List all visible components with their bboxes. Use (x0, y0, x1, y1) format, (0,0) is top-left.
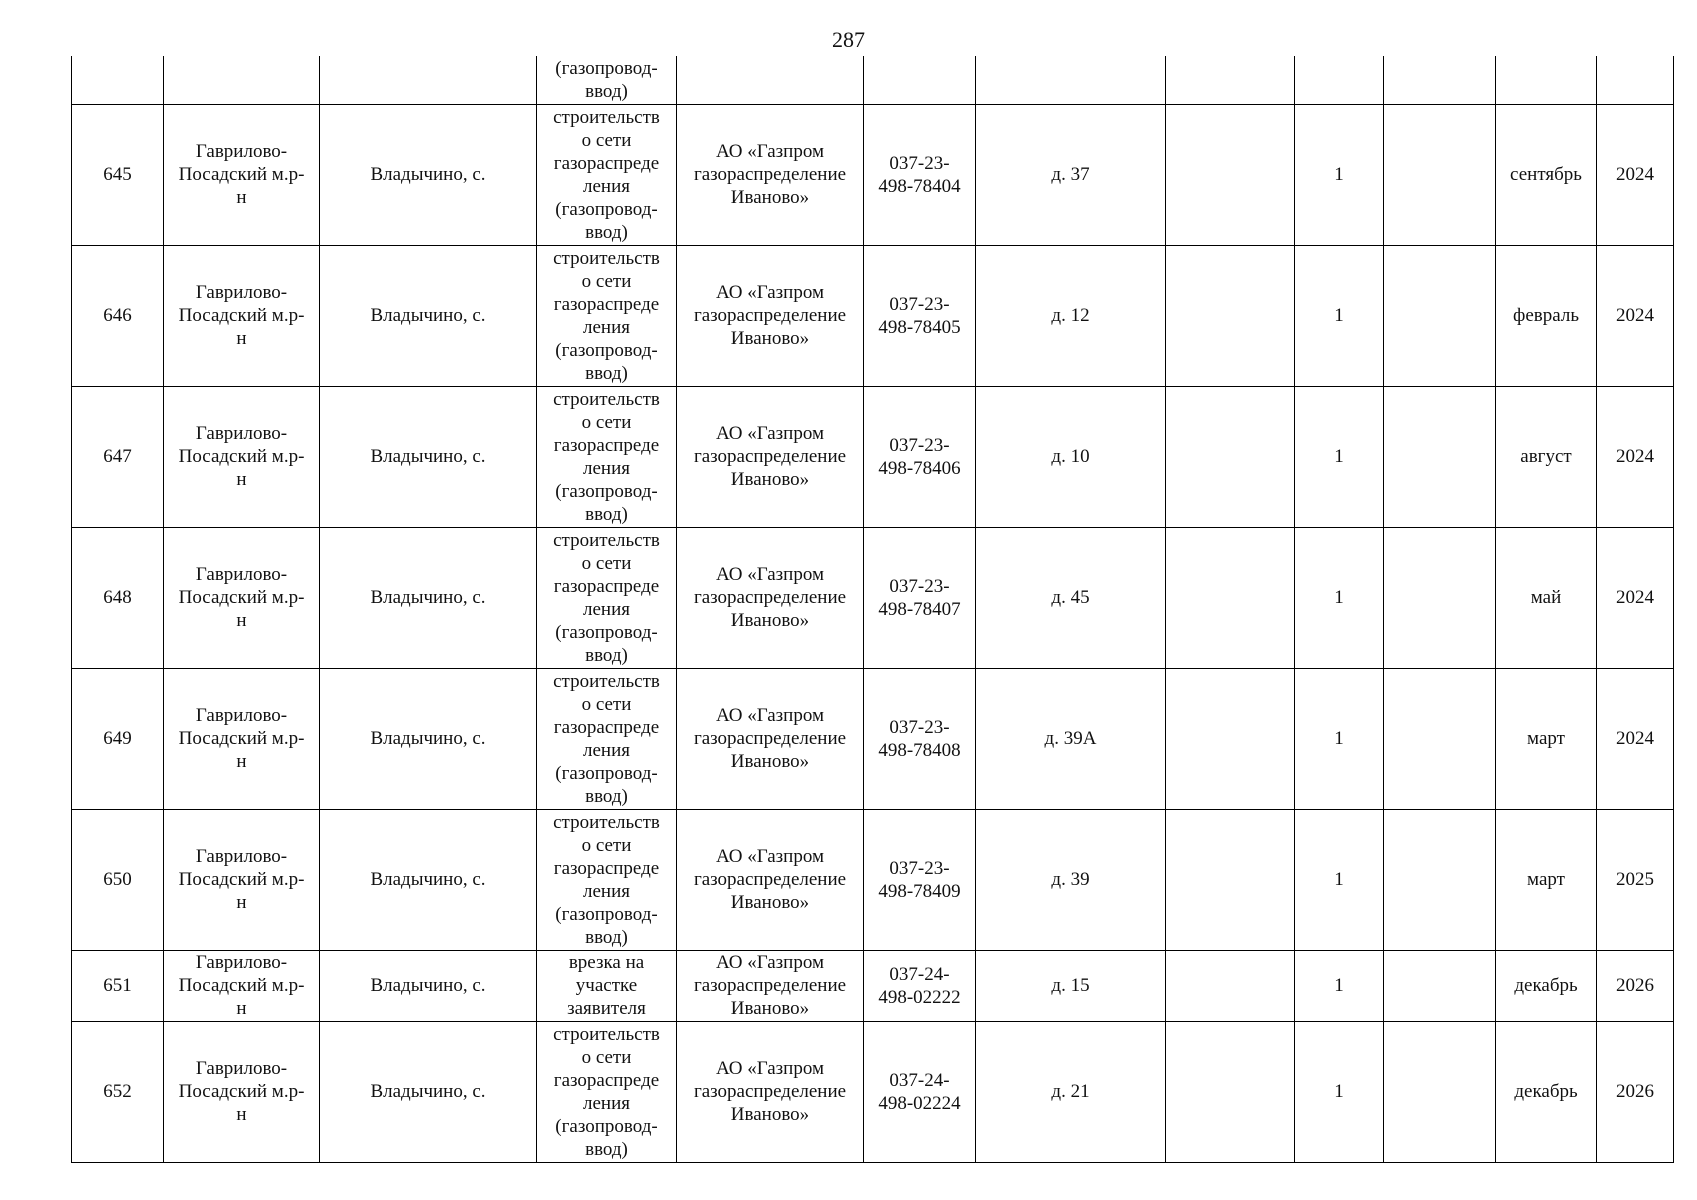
cell-work-type: строительств о сети газораспреде ления (газопровод- ввод) (537, 245, 677, 386)
cell-number (72, 56, 164, 104)
cell-address: д. 10 (976, 386, 1166, 527)
cell-empty-col10 (1384, 56, 1496, 104)
cell-settlement: Владычино, с. (320, 527, 537, 668)
cell-year: 2024 (1597, 527, 1674, 668)
cell-empty-col8 (1166, 104, 1295, 245)
cell-number: 650 (72, 809, 164, 950)
cell-count: 1 (1295, 386, 1384, 527)
cell-month: август (1496, 386, 1597, 527)
cell-empty-col10 (1384, 668, 1496, 809)
cell-district: Гаврилово- Посадский м.р- н (164, 527, 320, 668)
cell-work-type: (газопровод- ввод) (537, 56, 677, 104)
cell-count: 1 (1295, 527, 1384, 668)
cell-empty-col10 (1384, 809, 1496, 950)
cell-address: д. 39А (976, 668, 1166, 809)
cell-address: д. 39 (976, 809, 1166, 950)
cell-address: д. 12 (976, 245, 1166, 386)
cell-settlement: Владычино, с. (320, 668, 537, 809)
cell-month: декабрь (1496, 1021, 1597, 1162)
cell-count: 1 (1295, 668, 1384, 809)
table-row (72, 809, 1674, 950)
cell-count (1295, 56, 1384, 104)
cell-month (1496, 56, 1597, 104)
cell-organization: АО «Газпром газораспределение Иваново» (677, 104, 864, 245)
cell-work-type: врезка на участке заявителя (537, 950, 677, 1021)
cell-number: 648 (72, 527, 164, 668)
cell-empty-col8 (1166, 809, 1295, 950)
cell-address (976, 56, 1166, 104)
cell-contract-number: 037-23- 498-78407 (864, 527, 976, 668)
cell-count: 1 (1295, 950, 1384, 1021)
cell-organization: АО «Газпром газораспределение Иваново» (677, 668, 864, 809)
cell-count: 1 (1295, 1021, 1384, 1162)
cell-district: Гаврилово- Посадский м.р- н (164, 950, 320, 1021)
cell-count: 1 (1295, 245, 1384, 386)
cell-work-type: строительств о сети газораспреде ления (газопровод- ввод) (537, 386, 677, 527)
cell-settlement: Владычино, с. (320, 386, 537, 527)
cell-work-type: строительств о сети газораспреде ления (газопровод- ввод) (537, 104, 677, 245)
cell-address: д. 45 (976, 527, 1166, 668)
cell-empty-col10 (1384, 386, 1496, 527)
cell-number: 652 (72, 1021, 164, 1162)
cell-district: Гаврилово- Посадский м.р- н (164, 1021, 320, 1162)
cell-organization: АО «Газпром газораспределение Иваново» (677, 1021, 864, 1162)
registry-table (71, 56, 1674, 1163)
table-row (72, 386, 1674, 527)
cell-district: Гаврилово- Посадский м.р- н (164, 668, 320, 809)
cell-settlement: Владычино, с. (320, 104, 537, 245)
table-row (72, 1021, 1674, 1162)
cell-organization: АО «Газпром газораспределение Иваново» (677, 950, 864, 1021)
cell-empty-col10 (1384, 245, 1496, 386)
cell-empty-col10 (1384, 1021, 1496, 1162)
cell-number: 649 (72, 668, 164, 809)
cell-work-type: строительств о сети газораспреде ления (газопровод- ввод) (537, 1021, 677, 1162)
cell-work-type: строительств о сети газораспреде ления (газопровод- ввод) (537, 668, 677, 809)
cell-number: 651 (72, 950, 164, 1021)
table-row (72, 245, 1674, 386)
cell-contract-number: 037-24- 498-02222 (864, 950, 976, 1021)
cell-empty-col8 (1166, 386, 1295, 527)
cell-empty-col8 (1166, 56, 1295, 104)
table-row-continuation (72, 56, 1674, 104)
cell-empty-col10 (1384, 527, 1496, 668)
cell-count: 1 (1295, 809, 1384, 950)
cell-number: 647 (72, 386, 164, 527)
cell-contract-number: 037-23- 498-78409 (864, 809, 976, 950)
cell-number: 646 (72, 245, 164, 386)
cell-work-type: строительств о сети газораспреде ления (газопровод- ввод) (537, 809, 677, 950)
cell-organization: АО «Газпром газораспределение Иваново» (677, 527, 864, 668)
page-number: 287 (832, 27, 865, 52)
cell-month: сентябрь (1496, 104, 1597, 245)
cell-settlement: Владычино, с. (320, 1021, 537, 1162)
cell-year: 2024 (1597, 668, 1674, 809)
cell-year: 2024 (1597, 386, 1674, 527)
cell-contract-number: 037-23- 498-78405 (864, 245, 976, 386)
cell-organization: АО «Газпром газораспределение Иваново» (677, 809, 864, 950)
table-row (72, 104, 1674, 245)
cell-empty-col8 (1166, 245, 1295, 386)
cell-empty-col10 (1384, 104, 1496, 245)
cell-contract-number: 037-23- 498-78406 (864, 386, 976, 527)
cell-settlement: Владычино, с. (320, 809, 537, 950)
cell-empty-col8 (1166, 1021, 1295, 1162)
cell-empty-col8 (1166, 668, 1295, 809)
table-row (72, 527, 1674, 668)
cell-year (1597, 56, 1674, 104)
cell-year: 2024 (1597, 104, 1674, 245)
cell-organization: АО «Газпром газораспределение Иваново» (677, 245, 864, 386)
cell-district (164, 56, 320, 104)
cell-settlement: Владычино, с. (320, 245, 537, 386)
cell-empty-col8 (1166, 527, 1295, 668)
cell-district: Гаврилово- Посадский м.р- н (164, 104, 320, 245)
cell-work-type: строительств о сети газораспреде ления (газопровод- ввод) (537, 527, 677, 668)
cell-address: д. 37 (976, 104, 1166, 245)
cell-settlement: Владычино, с. (320, 950, 537, 1021)
cell-empty-col10 (1384, 950, 1496, 1021)
cell-year: 2026 (1597, 1021, 1674, 1162)
cell-district: Гаврилово- Посадский м.р- н (164, 386, 320, 527)
cell-organization: АО «Газпром газораспределение Иваново» (677, 386, 864, 527)
cell-organization (677, 56, 864, 104)
cell-settlement (320, 56, 537, 104)
cell-month: март (1496, 668, 1597, 809)
table-row (72, 950, 1674, 1021)
cell-year: 2026 (1597, 950, 1674, 1021)
cell-contract-number (864, 56, 976, 104)
cell-address: д. 15 (976, 950, 1166, 1021)
cell-address: д. 21 (976, 1021, 1166, 1162)
cell-year: 2025 (1597, 809, 1674, 950)
cell-district: Гаврилово- Посадский м.р- н (164, 245, 320, 386)
cell-year: 2024 (1597, 245, 1674, 386)
cell-month: май (1496, 527, 1597, 668)
cell-district: Гаврилово- Посадский м.р- н (164, 809, 320, 950)
cell-contract-number: 037-23- 498-78408 (864, 668, 976, 809)
cell-month: февраль (1496, 245, 1597, 386)
cell-month: март (1496, 809, 1597, 950)
cell-contract-number: 037-24- 498-02224 (864, 1021, 976, 1162)
cell-number: 645 (72, 104, 164, 245)
cell-month: декабрь (1496, 950, 1597, 1021)
cell-contract-number: 037-23- 498-78404 (864, 104, 976, 245)
table-row (72, 668, 1674, 809)
cell-count: 1 (1295, 104, 1384, 245)
cell-empty-col8 (1166, 950, 1295, 1021)
